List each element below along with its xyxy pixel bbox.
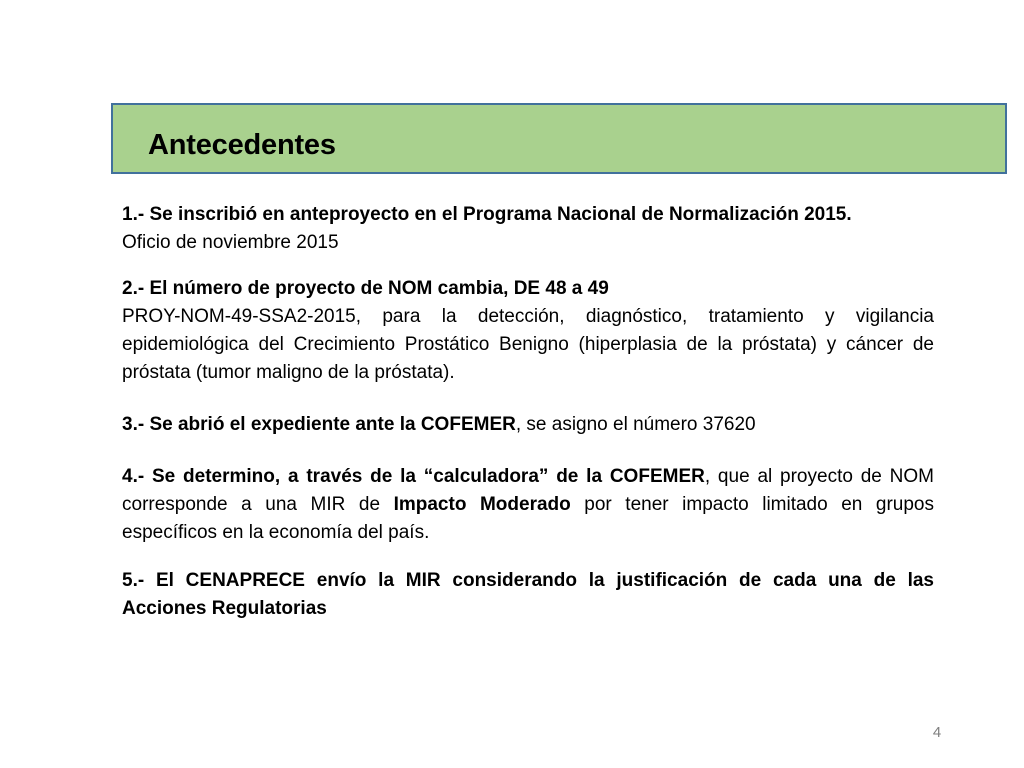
item-4-rest1: , que al proyecto de NOM corresponde a una MIR de	[122, 466, 934, 515]
page-number: 4	[932, 724, 942, 741]
item-5-text: 5.- El CENAPRECE envío la MIR considerando la justificación de cada una de las Acciones Regulatorias	[122, 570, 934, 619]
slide-content	[122, 201, 934, 623]
item-3-bold: 3.- Se abrió el expediente ante la COFEMER	[122, 414, 516, 435]
item-1-line2: Oficio de noviembre 2015	[122, 232, 339, 253]
item-4-bold2: Impacto Moderado	[393, 494, 571, 515]
slide-title: Antecedentes	[148, 129, 336, 161]
item-5	[122, 567, 934, 623]
item-2	[122, 275, 934, 387]
item-1-line1: 1.- Se inscribió en anteproyecto en el Programa Nacional de Normalización 2015.	[122, 204, 852, 225]
item-3-rest: , se asigno el número 37620	[515, 414, 756, 435]
title-bar	[111, 103, 1007, 174]
item-4-bold1: 4.- Se determino, a través de la “calculadora” de la COFEMER	[122, 466, 705, 487]
item-4	[122, 463, 934, 547]
item-1	[122, 201, 934, 257]
item-4-rest2: por tener impacto limitado en grupos específicos en la economía del país.	[122, 494, 935, 543]
item-3	[122, 411, 934, 439]
item-2-heading: 2.- El número de proyecto de NOM cambia, DE 48 a 49	[122, 278, 609, 299]
item-2-body: PROY-NOM-49-SSA2-2015, para la detección, diagnóstico, tratamiento y vigilancia epidemiológica del Crecimiento Prostático Benigno (hiperplasia de la próstata) y cáncer de próstata (tumor maligno de la próstata).	[122, 306, 934, 383]
